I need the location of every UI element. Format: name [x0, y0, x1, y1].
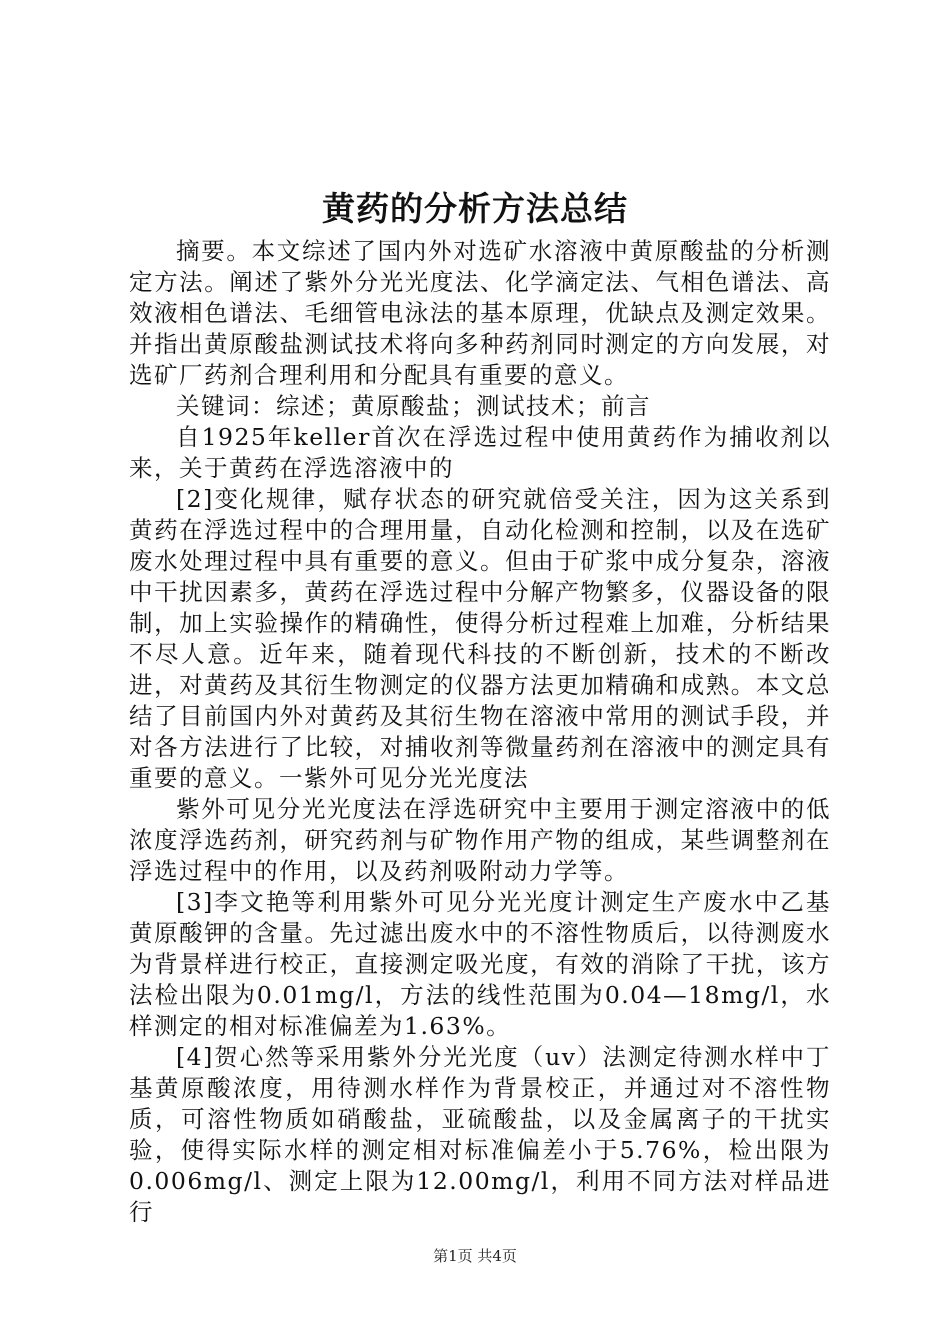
document-title: 黄药的分析方法总结	[322, 189, 628, 228]
keywords-paragraph: 关键词：综述；黄原酸盐；测试技术；前言	[176, 392, 651, 420]
document-body	[129, 236, 831, 1228]
abstract-paragraph: 摘要。本文综述了国内外对选矿水溶液中黄原酸盐的分析测定方法。阐述了紫外分光光度法、化学滴定法、气相色谱法、高效液相色谱法、毛细管电泳法的基本原理，优缺点及测定效果。并指出黄原酸盐测试技术将向多种药剂同时测定的方向发展，对选矿厂药剂合理利用和分配具有重要的意义。	[129, 237, 831, 389]
body-paragraph: [2]变化规律，赋存状态的研究就倍受关注，因为这关系到黄药在浮选过程中的合理用量，自动化检测和控制，以及在选矿废水处理过程中具有重要的意义。但由于矿浆中成分复杂，溶液中干扰因素多，黄药在浮选过程中分解产物繁多，仪器设备的限制，加上实验操作的精确性，使得分析过程难上加难，分析结果不尽人意。近年来，随着现代科技的不断创新，技术的不断改进，对黄药及其衍生物测定的仪器方法更加精确和成熟。本文总结了目前国内外对黄药及其衍生物在溶液中常用的测试手段，并对各方法进行了比较，对捕收剂等微量药剂在溶液中的测定具有重要的意义。一紫外可见分光光度法	[129, 485, 831, 792]
body-paragraph: 自1925年keller首次在浮选过程中使用黄药作为捕收剂以来，关于黄药在浮选溶液中的	[129, 423, 831, 482]
page-number-footer: 第1页 共4页	[433, 1247, 517, 1265]
body-paragraph: [4]贺心然等采用紫外分光光度（uv）法测定待测水样中丁基黄原酸浓度，用待测水样作为背景校正，并通过对不溶性物质，可溶性物质如硝酸盐，亚硫酸盐，以及金属离子的干扰实验，使得实际水样的测定相对标准偏差小于5.76%，检出限为0.006mg/l、测定上限为12.00mg/l，利用不同方法对样品进行	[129, 1043, 831, 1226]
body-paragraph: [3]李文艳等利用紫外可见分光光度计测定生产废水中乙基黄原酸钾的含量。先过滤出废水中的不溶性物质后，以待测废水为背景样进行校正，直接测定吸光度，有效的消除了干扰，该方法检出限为0.01mg/l，方法的线性范围为0.04—18mg/l，水样测定的相对标准偏差为1.63%。	[129, 888, 831, 1040]
body-paragraph: 紫外可见分光光度法在浮选研究中主要用于测定溶液中的低浓度浮选药剂，研究药剂与矿物作用产物的组成，某些调整剂在浮选过程中的作用，以及药剂吸附动力学等。	[129, 795, 831, 885]
